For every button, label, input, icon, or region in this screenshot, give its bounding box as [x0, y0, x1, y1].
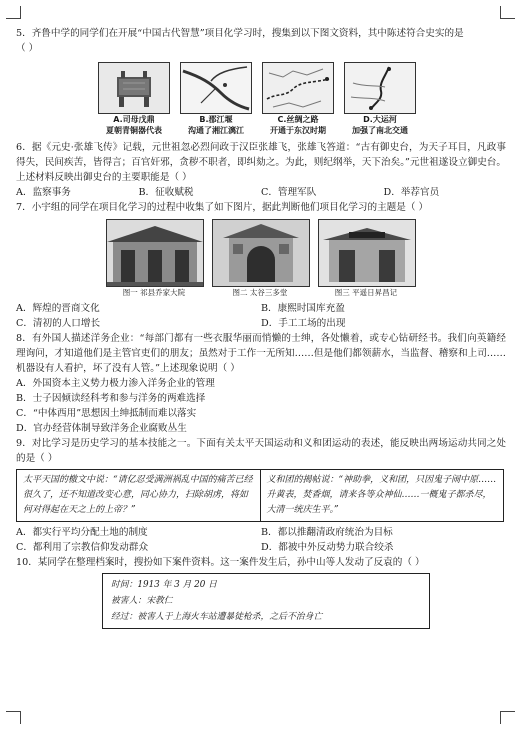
q8-stem: 8．有外国人描述洋务企业：“每部门都有一些衣服华丽而悄懒的士绅，各处懒着，或专心钻研经书。我们向英籍经理询问，才知道他们是主管官吏们的朋友；虽然对于工作一无所知……但是他们都领薪水，当监督、稽察和上司……机器设有人看护，坏了没有人管。”上述现象说明（ ） [16, 333, 506, 374]
q9-option-d[interactable]: D．都被中外反动势力联合绞杀 [261, 542, 394, 553]
q7-stem: 7．小宇组的同学在项目化学习的过程中收集了如下图片，据此判断他们项目化学习的主题是（ ） [16, 202, 429, 213]
q7-image-1 [106, 219, 202, 297]
q10-case-victim: 被害人：宋教仁 [111, 596, 173, 606]
bronze-ding-image [98, 62, 170, 114]
q7-options [16, 301, 506, 331]
q5-caption-a2: 夏朝青铜器代表 [106, 126, 162, 135]
q9-option-a[interactable]: A．都实行平均分配土地的制度 [16, 527, 148, 538]
crop-mark-top-left [6, 6, 21, 19]
questions-content [16, 26, 506, 629]
q9-right-quote: 义和团的揭帖说：“神助拳，义和团，只因鬼子闹中原……升黄表，焚香烟，请来各等众神仙……一概鬼子都杀尽，大清一统庆生平。” [260, 470, 504, 522]
rishengchang-image [318, 219, 416, 287]
q9-left-quote: 太平天国的檄文中说：“请亿忍受满洲祸乱中国的痛苦已经很久了，还不知道改变心意，同心协力，扫除胡虏，将如何对得起在天之上的上帝？” [17, 470, 261, 522]
q7-option-d[interactable]: D．手工工场的出现 [261, 318, 346, 329]
q7-image-row [106, 219, 506, 297]
q7-image-2 [212, 219, 308, 297]
q6-options [16, 185, 506, 200]
q8-option-d[interactable]: D．官办经营体制导致洋务企业腐败丛生 [16, 423, 187, 434]
q9-stem: 9．对比学习是历史学习的基本技能之一。下面有关太平天国运动和义和团运动的表述，能反映出两场运动共同之处的是（ ） [16, 438, 506, 464]
q5-caption-c2: 开通于东汉时期 [270, 126, 326, 135]
q9-options [16, 525, 506, 555]
q5-caption-c1: C.丝绸之路 [277, 115, 319, 124]
q5-image-c [262, 62, 334, 136]
q7-caption-1: 图一 祁县乔家大院 [122, 288, 186, 297]
q5-caption-d2: 加强了南北交通 [352, 126, 408, 135]
q8-option-c[interactable]: C．“中体西用”思想因土绅抵制而难以落实 [16, 408, 197, 419]
q6-option-b[interactable]: B．征收赋税 [138, 187, 194, 198]
q5-image-a [98, 62, 170, 136]
question-10 [16, 555, 506, 629]
q7-image-3 [318, 219, 414, 297]
qiao-family-courtyard-image [106, 219, 204, 287]
sanduotang-image [212, 219, 310, 287]
question-8 [16, 331, 506, 436]
q5-caption-a1: A.司母戊鼎 [113, 115, 155, 124]
q6-option-d[interactable]: D．举荐官员 [383, 187, 440, 198]
q8-option-b[interactable]: B．士子因倾读经科考和参与洋务的两难选择 [16, 393, 206, 404]
q10-stem: 10．某同学在整理档案时，搜扮如下案件资料。这一案件发生后，孙中山等人发动了反袁的（ ） [16, 557, 425, 568]
question-7 [16, 200, 506, 331]
q7-option-b[interactable]: B．康熙时国库充盈 [261, 303, 345, 314]
q5-image-d [344, 62, 416, 136]
dujiangyan-map-image [180, 62, 252, 114]
q6-option-c[interactable]: C．管理军队 [261, 187, 317, 198]
q9-option-c[interactable]: C．都利用了宗教信仰发动群众 [16, 542, 149, 553]
q6-option-a[interactable]: A．监察事务 [16, 187, 71, 198]
question-9 [16, 436, 506, 555]
q5-image-b [180, 62, 252, 136]
crop-mark-top-right [500, 6, 515, 19]
silk-road-map-image [262, 62, 334, 114]
q9-quote-table [16, 469, 504, 522]
q5-caption-b2: 沟通了湘江漓江 [188, 126, 244, 135]
q7-option-a[interactable]: A．辉煌的晋商文化 [16, 303, 100, 314]
crop-mark-bottom-left [6, 711, 21, 724]
q5-stem-line1: 5．齐鲁中学的同学们在开展“中国古代智慧”项目化学习时，搜集到以下图文资料，其中陈述符合史实的是 [16, 28, 464, 39]
q5-image-row [98, 62, 506, 136]
q5-caption-d1: D.大运河 [363, 115, 397, 124]
q6-stem: 6．据《元史·张雄飞传》记载，元世祖忽必烈问政于汉臣张雄飞，张雄飞答道：“古有御史台，为天子耳目，凡政事得失，民间疾苦，皆得言；百官奸邪，贪秽不职者，即纠劾之。为此，则纪纲举，天下治矣。”元世祖遂设立御史台。上述材料反映出御史台的主要职能是（ ） [16, 142, 506, 183]
q9-option-b[interactable]: B．都以推翻清政府统治为目标 [261, 527, 393, 538]
q5-caption-b1: B.郡江堰 [199, 115, 233, 124]
q7-caption-3: 图三 平遥日昇昌记 [334, 288, 398, 297]
q10-case-time: 时间：1913 年 3 月 20 日 [111, 580, 217, 590]
question-6 [16, 140, 506, 200]
question-5 [16, 26, 506, 136]
crop-mark-bottom-right [500, 711, 515, 724]
q8-option-a[interactable]: A．外国资本主义势力极力渗入洋务企业的管理 [16, 378, 215, 389]
q5-stem-line2: （ ） [16, 43, 39, 54]
q10-case-process: 经过：被害人于上海火车站遭暴徒枪杀，之后不治身亡 [111, 612, 323, 622]
grand-canal-map-image [344, 62, 416, 114]
q7-option-c[interactable]: C．清初的人口增长 [16, 318, 101, 329]
q10-case-box [102, 573, 430, 629]
q7-caption-2: 图二 太谷三多堂 [232, 288, 288, 297]
